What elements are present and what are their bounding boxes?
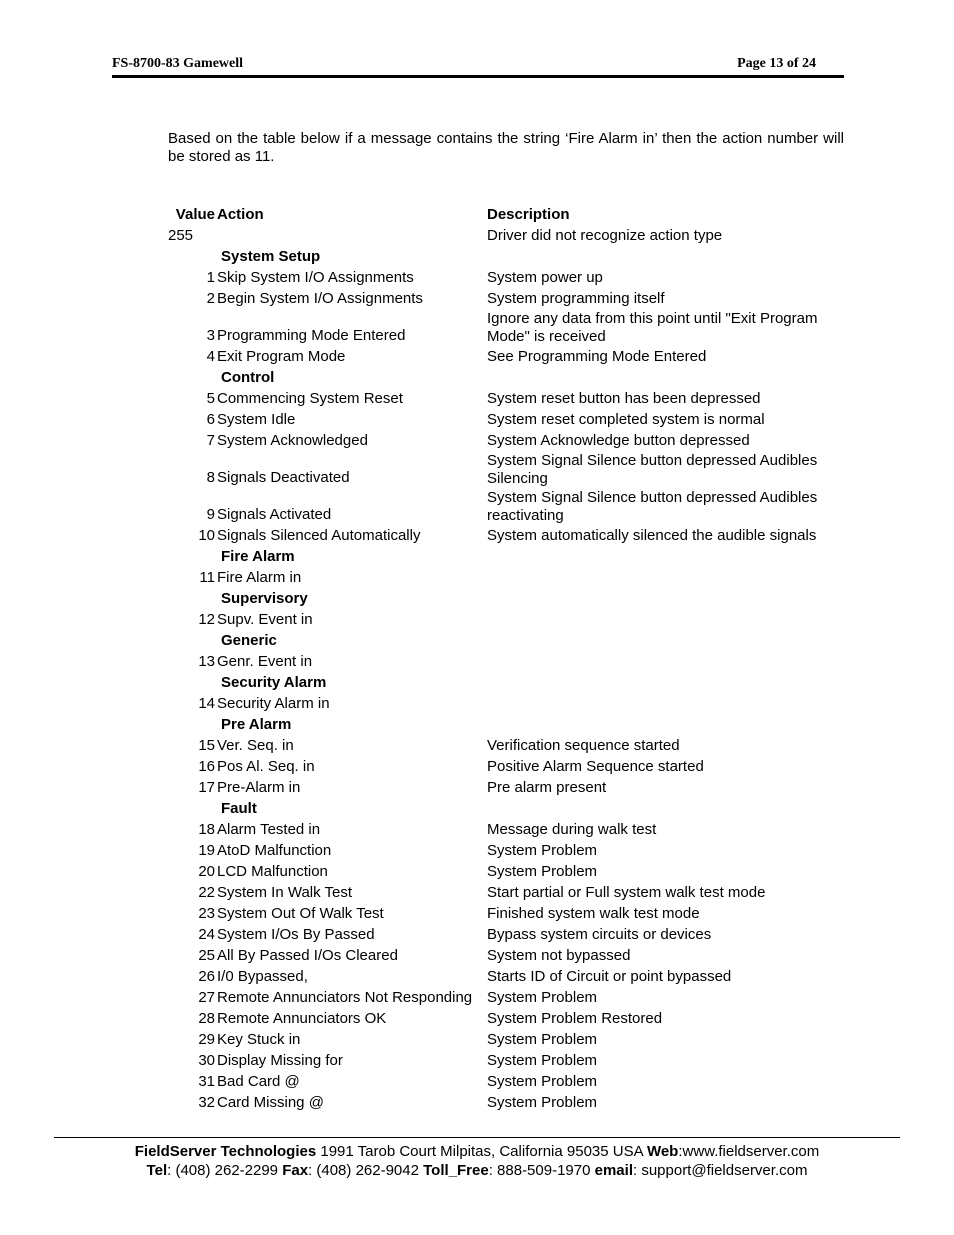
table-row — [168, 488, 844, 525]
table-row — [168, 1029, 844, 1050]
description-cell: Ignore any data from this point until "Exit Program Mode" is received — [487, 310, 818, 345]
footer-fax: : (408) 262-9042 — [308, 1162, 424, 1179]
table-header-row — [168, 204, 844, 225]
action-cell: Signals Silenced Automatically — [217, 527, 421, 544]
footer-web-label: Web — [646, 1143, 679, 1160]
value-cell: 12 — [198, 611, 215, 628]
action-cell: I/0 Bypassed, — [217, 968, 308, 985]
footer-web: :www.fieldserver.com — [678, 1143, 820, 1160]
table-row — [168, 777, 844, 798]
table-row — [168, 430, 844, 451]
action-cell: Signals Deactivated — [217, 469, 350, 486]
value-cell: 19 — [198, 842, 215, 859]
value-cell: 31 — [198, 1073, 215, 1090]
document-title: FS-8700-83 Gamewell — [112, 56, 244, 71]
description-cell: System Problem — [487, 1094, 598, 1111]
description-cell: System Acknowledge button depressed — [487, 432, 750, 449]
action-cell: Security Alarm in — [217, 695, 330, 712]
table-row — [168, 1050, 844, 1071]
value-cell: 32 — [198, 1094, 215, 1111]
value-cell: 17 — [198, 779, 215, 796]
description-cell: System Problem — [487, 1073, 598, 1090]
action-cell: Skip System I/O Assignments — [217, 269, 414, 286]
intro-paragraph: Based on the table below if a message contains the string ‘Fire Alarm in’ then the action number will be stored as 11. — [168, 130, 844, 165]
value-cell: 20 — [198, 863, 215, 880]
description-cell: Message during walk test — [487, 821, 657, 838]
table-section-row — [168, 714, 844, 735]
column-header-action: Action — [217, 206, 264, 223]
table-section-row — [168, 588, 844, 609]
action-cell: System Idle — [217, 411, 296, 428]
action-cell: Supv. Event in — [217, 611, 313, 628]
value-cell: 25 — [198, 947, 215, 964]
action-cell: Remote Annunciators Not Responding — [217, 989, 473, 1006]
action-cell: Exit Program Mode — [217, 348, 346, 365]
action-table — [168, 204, 844, 1113]
description-cell: System Problem Restored — [487, 1010, 663, 1027]
value-cell: 8 — [206, 469, 215, 486]
page-footer — [54, 1142, 900, 1180]
action-cell: Programming Mode Entered — [217, 327, 406, 344]
table-row — [168, 861, 844, 882]
description-cell: System Problem — [487, 863, 598, 880]
section-heading: Fire Alarm — [221, 548, 295, 565]
table-row — [168, 567, 844, 588]
table-section-row — [168, 630, 844, 651]
table-row — [168, 966, 844, 987]
value-cell: 16 — [198, 758, 215, 775]
value-cell: 30 — [198, 1052, 215, 1069]
action-cell: Commencing System Reset — [217, 390, 403, 407]
value-cell: 3 — [206, 327, 215, 344]
value-cell: 18 — [198, 821, 215, 838]
action-cell: Bad Card @ — [217, 1073, 300, 1090]
value-cell: 27 — [198, 989, 215, 1006]
table-row — [168, 651, 844, 672]
value-cell: 15 — [198, 737, 215, 754]
description-cell: Pre alarm present — [487, 779, 607, 796]
table-row — [168, 1071, 844, 1092]
value-cell: 13 — [198, 653, 215, 670]
table-row — [168, 1008, 844, 1029]
footer-fax-label: Fax — [282, 1162, 309, 1179]
action-cell: Key Stuck in — [217, 1031, 301, 1048]
description-cell: System not bypassed — [487, 947, 631, 964]
action-cell: LCD Malfunction — [217, 863, 328, 880]
value-cell: 4 — [206, 348, 215, 365]
value-cell: 29 — [198, 1031, 215, 1048]
action-cell: System Acknowledged — [217, 432, 368, 449]
description-cell: Starts ID of Circuit or point bypassed — [487, 968, 732, 985]
table-row — [168, 735, 844, 756]
table-section-row — [168, 367, 844, 388]
description-cell: System reset button has been depressed — [487, 390, 761, 407]
footer-line-1 — [54, 1142, 900, 1161]
description-cell: System Signal Silence button depressed Audibles Silencing — [487, 452, 818, 487]
section-heading: Supervisory — [221, 590, 308, 607]
table-row — [168, 388, 844, 409]
section-heading: Fault — [221, 800, 257, 817]
footer-email: : support@fieldserver.com — [632, 1162, 808, 1179]
description-cell: System power up — [487, 269, 603, 286]
description-cell: System Problem — [487, 1052, 598, 1069]
table-row — [168, 756, 844, 777]
value-cell: 23 — [198, 905, 215, 922]
description-cell: Verification sequence started — [487, 737, 680, 754]
action-cell: Alarm Tested in — [217, 821, 321, 838]
table-row — [168, 840, 844, 861]
page-number: Page 13 of 24 — [737, 56, 816, 71]
table-row — [168, 346, 844, 367]
table-row — [168, 609, 844, 630]
value-cell: 14 — [198, 695, 215, 712]
table-row — [168, 1092, 844, 1113]
table-row — [168, 945, 844, 966]
footer-rule — [54, 1137, 900, 1138]
table-section-row — [168, 798, 844, 819]
footer-line-2 — [54, 1161, 900, 1180]
footer-tollfree-label: Toll_Free — [423, 1162, 489, 1179]
table-row — [168, 288, 844, 309]
table-row — [168, 987, 844, 1008]
table-body — [168, 225, 844, 1113]
description-cell: System reset completed system is normal — [487, 411, 765, 428]
action-cell: Fire Alarm in — [217, 569, 302, 586]
action-cell: Display Missing for — [217, 1052, 343, 1069]
value-cell: 26 — [198, 968, 215, 985]
column-header-value: Value — [175, 206, 215, 223]
table-row — [168, 924, 844, 945]
section-heading: Pre Alarm — [221, 716, 292, 733]
action-cell: Ver. Seq. in — [217, 737, 294, 754]
value-cell: 9 — [206, 506, 215, 523]
description-cell: System Problem — [487, 1031, 598, 1048]
action-cell: Remote Annunciators OK — [217, 1010, 387, 1027]
section-heading: Generic — [221, 632, 277, 649]
section-heading: Security Alarm — [221, 674, 327, 691]
footer-address: 1991 Tarob Court Milpitas, California 95035 USA — [316, 1143, 647, 1160]
header-rule — [112, 75, 844, 78]
description-cell: Driver did not recognize action type — [487, 227, 723, 244]
footer-email-label: email — [594, 1162, 633, 1179]
action-cell: AtoD Malfunction — [217, 842, 332, 859]
table-row — [168, 309, 844, 346]
description-cell: Start partial or Full system walk test mode — [487, 884, 766, 901]
table-row — [168, 819, 844, 840]
action-cell: System I/Os By Passed — [217, 926, 375, 943]
table-row — [168, 225, 844, 246]
description-cell: See Programming Mode Entered — [487, 348, 707, 365]
value-cell: 1 — [206, 269, 215, 286]
value-cell: 11 — [199, 569, 215, 586]
action-cell: System In Walk Test — [217, 884, 353, 901]
footer-tel: : (408) 262-2299 — [167, 1162, 283, 1179]
action-cell: Genr. Event in — [217, 653, 313, 670]
description-cell: Positive Alarm Sequence started — [487, 758, 704, 775]
description-cell: System automatically silenced the audible signals — [487, 527, 817, 544]
action-cell: Signals Activated — [217, 506, 332, 523]
value-cell: 22 — [198, 884, 215, 901]
description-cell: Bypass system circuits or devices — [487, 926, 712, 943]
section-heading: System Setup — [221, 248, 321, 265]
description-cell: Finished system walk test mode — [487, 905, 700, 922]
table-row — [168, 903, 844, 924]
page-header — [112, 56, 842, 76]
value-cell: 10 — [198, 527, 215, 544]
footer-tel-label: Tel — [146, 1162, 168, 1179]
action-cell: Pos Al. Seq. in — [217, 758, 315, 775]
table-section-row — [168, 246, 844, 267]
description-cell: System Problem — [487, 989, 598, 1006]
value-cell: 28 — [198, 1010, 215, 1027]
action-cell: Pre-Alarm in — [217, 779, 301, 796]
footer-tollfree: : 888-509-1970 — [488, 1162, 595, 1179]
column-header-description: Description — [487, 206, 570, 223]
action-cell: Begin System I/O Assignments — [217, 290, 423, 307]
description-cell: System Problem — [487, 842, 598, 859]
action-cell: System Out Of Walk Test — [217, 905, 384, 922]
value-cell: 2 — [206, 290, 215, 307]
description-cell: System Signal Silence button depressed Audibles reactivating — [487, 489, 818, 524]
table-row — [168, 409, 844, 430]
table-section-row — [168, 546, 844, 567]
value-cell: 255 — [168, 227, 194, 244]
action-cell: All By Passed I/Os Cleared — [217, 947, 398, 964]
value-cell: 7 — [206, 432, 215, 449]
table-row — [168, 525, 844, 546]
value-cell: 6 — [206, 411, 215, 428]
section-heading: Control — [221, 369, 275, 386]
table-row — [168, 693, 844, 714]
description-cell: System programming itself — [487, 290, 665, 307]
action-cell: Card Missing @ — [217, 1094, 324, 1111]
table-row — [168, 267, 844, 288]
value-cell: 24 — [198, 926, 215, 943]
value-cell: 5 — [206, 390, 215, 407]
table-row — [168, 451, 844, 488]
table-section-row — [168, 672, 844, 693]
footer-company: FieldServer Technologies — [134, 1143, 317, 1160]
table-row — [168, 882, 844, 903]
